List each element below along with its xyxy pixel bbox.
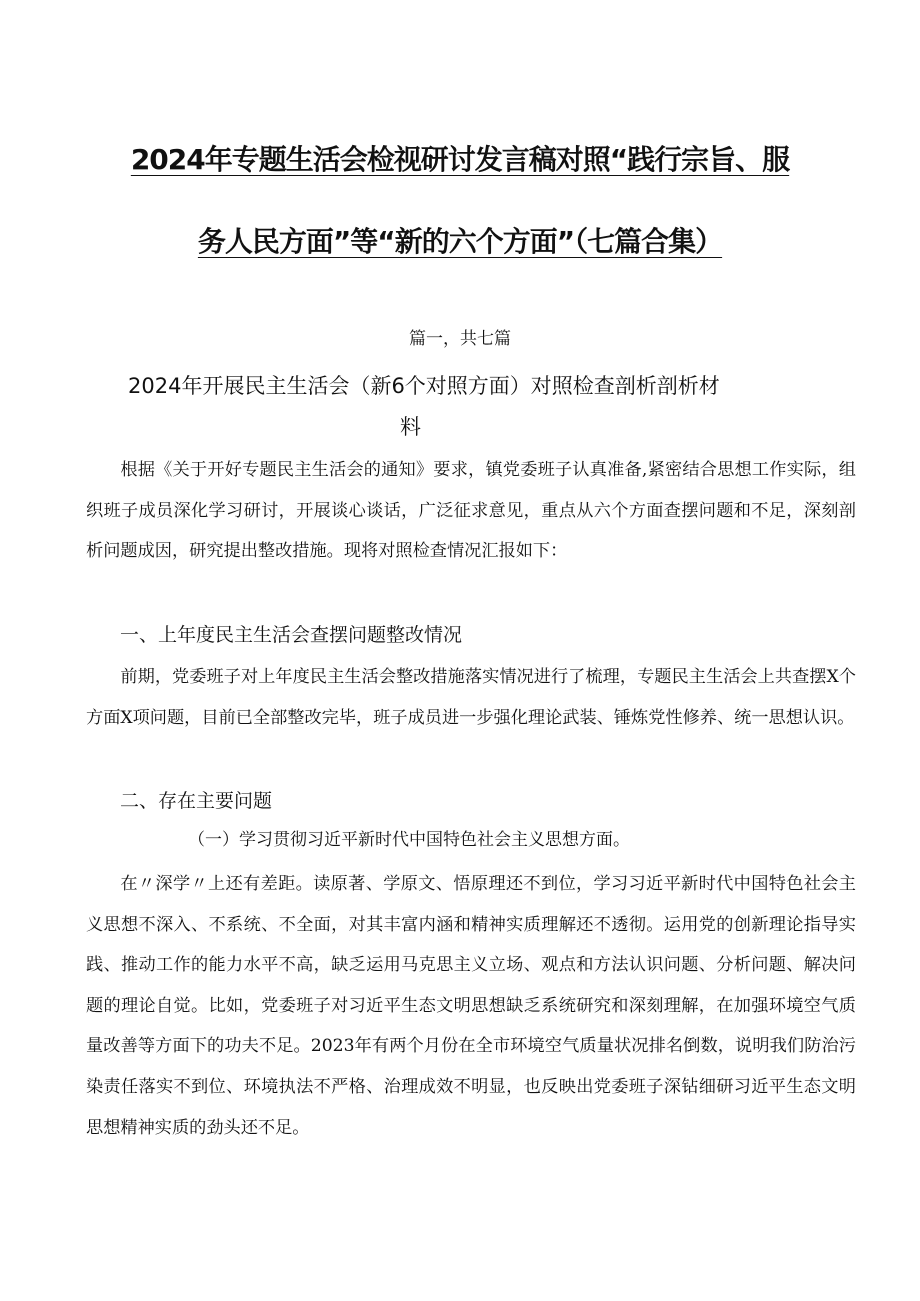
section-2-paragraph: 在〃深学〃上还有差距。读原著、学原文、悟原理还不到位，学习习近平新时代中国特色社会主义思想不深入、不系统、不全面，对其丰富内涵和精神实质理解还不透彻。运用党的创新理论指导实践、推动工作的能力水平不高，缺乏运用马克思主义立场、观点和方法认识问题、分析问题、解决问题的理论自觉。比如，党委班子对习近平生态文明思想缺乏系统研究和深刻理解，在加强环境空气质量改善等方面下的功夫不足。2023年有两个月份在全市环境空气质量状况排名倒数，说明我们防治污染责任落实不到位、环境执法不严格、治理成效不明显，也反映出党委班子深钻细研习近平生态文明思想精神实质的劲头还不足。 xyxy=(86,874,856,1138)
document-title-line-2 xyxy=(60,222,860,262)
part-label: 篇一，共七篇 xyxy=(409,329,511,349)
intro-paragraph: 根据《关于开好专题民主生活会的通知》要求，镇党委班子认真准备,紧密结合思想工作实际，组织班子成员深化学习研讨，开展谈心谈话，广泛征求意见，重点从六个方面查摆问题和不足，深刻剖析问题成因，研究提出整改措施。现将对照检查情况汇报如下： xyxy=(86,460,856,562)
document-title-line-1 xyxy=(60,140,860,180)
subtitle-line-1: 2024年开展民主生活会（新6个对照方面）对照检查剖析剖析材 xyxy=(128,374,720,398)
section-1-paragraph: 前期，党委班子对上年度民主生活会整改措施落实情况进行了梳理，专题民主生活会上共查摆X个方面X项问题，目前已全部整改完毕，班子成员进一步强化理论武装、锤炼党性修养、统一思想认识。 xyxy=(86,667,856,728)
document-title-line-2-text: 务人民方面”等“新的六个方面”（七篇合集） xyxy=(197,225,723,258)
section-1-heading: 一、上年度民主生活会查摆问题整改情况 xyxy=(120,624,463,646)
subtitle-line-2: 料 xyxy=(400,415,421,439)
document-title-line-1-text: 2024年专题生活会检视研讨发言稿对照“践行宗旨、服 xyxy=(130,143,790,176)
section-2-subheading-1: （一）学习贯彻习近平新时代中国特色社会主义思想方面。 xyxy=(188,830,630,850)
section-2-heading: 二、存在主要问题 xyxy=(120,790,273,812)
